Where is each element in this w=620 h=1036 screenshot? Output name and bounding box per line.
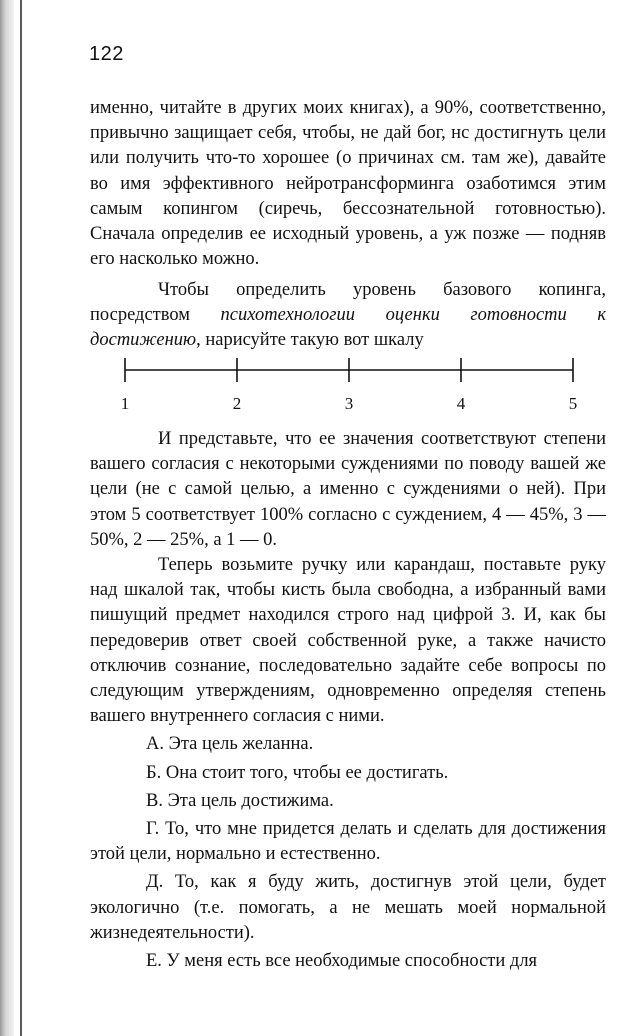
rating-scale-line [115,352,585,392]
statement-e: Е. У меня есть все необходимые способности для [146,951,538,972]
scale-label-3: 3 [344,394,354,413]
statement-g: Г. То, что мне придется делать и сделать для достижения этой цели, нормально и естественно. [90,819,606,865]
paragraph-1: именно, читайте в других моих книгах), а 90%, соответственно, привычно защищает себя, чтобы, не дай бог, нс достигнуть цели или получить что-то хорошее (о причинах см. там же), давайте во имя эффективного нейротрансформинга озаботимся этим самым копингом (сиречь, бессознательной готовностью). Сначала определив ее исходный уровень, а уж позже — подняв его насколько можно. [90,98,606,270]
text-block-main [90,427,606,974]
statement-b: Б. Она стоит того, чтобы ее достигать. [146,762,449,783]
text-block-scale-intro [90,278,606,354]
statement-v: В. Эта цель достижима. [146,790,334,811]
page-number: 122 [89,43,124,65]
paragraph-2-before: Чтобы определить уровень базового копинга, посредством [90,280,606,326]
rating-scale [115,352,585,422]
scale-label-5: 5 [568,394,578,413]
scale-label-4: 4 [456,394,466,413]
statement-d: Д. То, как я буду жить, достигнув этой цели, будет экологично (т.е. помогать, а не мешать моей нормальной жизнедеятельности). [90,872,606,943]
text-block-top [90,96,606,272]
paragraph-4: Теперь возьмите ручку или карандаш, поставьте руку над шкалой так, чтобы кисть была свободна, а избранный вами пишущий предмет находился строго над цифрой 3. И, как бы передоверив ответ своей собственной руке, а также начисто отключив сознание, последовательно задайте себе вопросы по следующим утверждениям, одновременно определяя степень вашего внутреннего согласия с ними. [90,555,606,727]
book-spine-shadow [0,0,14,1036]
paragraph-3: И представьте, что ее значения соответствуют степени вашего согласия с некоторыми суждениями по поводу вашей же цели (не с самой целью, а именно с суждениями о ней). При этом 5 соответствует 100% согласно с суждением, 4 — 45%, 3 — 50%, 2 — 25%, а 1 — 0. [90,429,606,550]
book-spine-line [20,0,22,1036]
statement-a: А. Эта цель желанна. [146,734,314,755]
paragraph-2 [90,278,606,354]
scale-label-2: 2 [232,394,242,413]
paragraph-2-italic-term: психотехнологии оценки готовности к достижению [90,305,606,351]
paragraph-2-after: , нарисуйте такую вот шкалу [196,330,424,351]
scale-label-1: 1 [120,394,130,413]
